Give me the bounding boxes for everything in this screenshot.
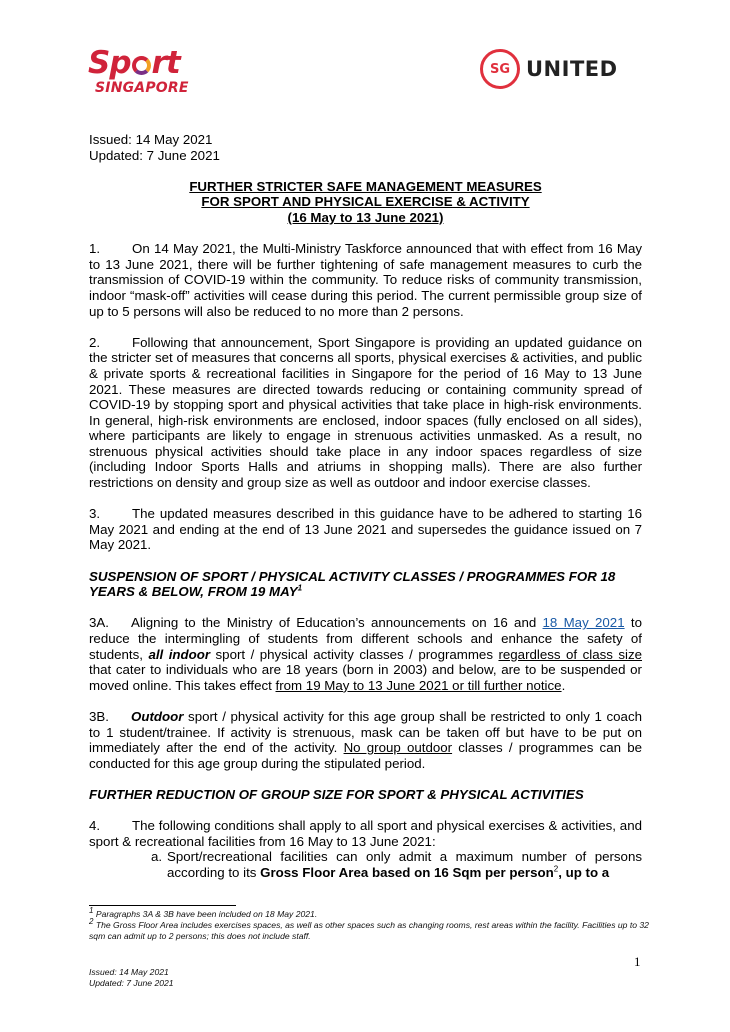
footer-updated: Updated: 7 June 2021 bbox=[89, 978, 174, 988]
document-title-line3: (16 May to 13 June 2021) bbox=[287, 209, 444, 225]
footnote-2 bbox=[89, 917, 649, 942]
document-title-line1: FURTHER STRICTER SAFE MANAGEMENT MEASURES bbox=[189, 178, 542, 194]
document-body bbox=[89, 132, 642, 881]
footnote-ref-2: 2 bbox=[553, 864, 559, 874]
issued-date: Issued: 14 May 2021 bbox=[89, 132, 213, 147]
section-heading-text: SUSPENSION OF SPORT / PHYSICAL ACTIVITY CLASSES / PROGRAMMES FOR 18 YEARS & BELOW, FROM 19 MAY bbox=[89, 568, 616, 600]
footnote-1 bbox=[89, 906, 649, 920]
section-heading-suspension bbox=[89, 569, 642, 600]
page-number: 1 bbox=[634, 954, 641, 969]
paragraph-text: sport / physical activity for this age group shall be restricted to only 1 coach to 1 student/trainee. If activity is strenuous, mask can be taken off but have to be put on immediately after the end of the activity. bbox=[89, 708, 642, 756]
sport-singapore-logo bbox=[88, 46, 200, 102]
emphasis-up-to: , up to a bbox=[558, 864, 610, 880]
paragraph-number: 4. bbox=[89, 818, 101, 834]
paragraph-text: that cater to individuals who are 18 years (born in 2003) and below, are to be suspended or moved online. This takes effect bbox=[89, 662, 642, 693]
list-text-part: Sport/recreational facilities can only admit a maximum number of persons according to its bbox=[167, 849, 642, 880]
paragraph-4 bbox=[89, 818, 642, 849]
paragraph-number: 3. bbox=[89, 506, 101, 522]
paragraph-text: . bbox=[561, 677, 566, 693]
footnote-text: The Gross Floor Area includes exercises spaces, as well as other spaces such as changing rooms, rest areas within the facility. Facilities up to 32 sqm can admit up to 2 persons; this does not include staff. bbox=[89, 920, 649, 941]
paragraph-number: 2. bbox=[89, 334, 101, 350]
list-label: a. bbox=[151, 849, 163, 865]
emphasis-all-indoor: all indoor bbox=[148, 646, 211, 662]
footnote-marker: 2 bbox=[89, 917, 94, 927]
paragraph-3 bbox=[89, 506, 642, 553]
footnote-text: Paragraphs 3A & 3B have been included on 18 May 2021. bbox=[95, 909, 318, 919]
paragraph-text: classes / programmes can be conducted for this age group during the stipulated period. bbox=[89, 740, 642, 771]
section-heading-group-size: FURTHER REDUCTION OF GROUP SIZE FOR SPORT & PHYSICAL ACTIVITIES bbox=[89, 786, 584, 802]
logo-ring-icon bbox=[132, 56, 151, 75]
emphasis-class-size: regardless of class size bbox=[498, 646, 643, 662]
footnote-marker: 1 bbox=[89, 906, 94, 916]
sg-circle-icon bbox=[480, 49, 520, 89]
paragraph-3b bbox=[89, 709, 642, 771]
paragraph-number: 3A. bbox=[89, 615, 109, 631]
footnote-divider bbox=[89, 905, 236, 906]
paragraph-number: 3B. bbox=[89, 708, 109, 724]
footnote-ref-1: 1 bbox=[297, 583, 303, 593]
paragraph-3a bbox=[89, 615, 642, 693]
emphasis-effective-period: from 19 May to 13 June 2021 or till further notice bbox=[275, 677, 562, 693]
moe-announcement-link[interactable]: 18 May 2021 bbox=[542, 615, 625, 631]
document-title-line2: FOR SPORT AND PHYSICAL EXERCISE & ACTIVITY bbox=[201, 194, 530, 210]
paragraph-text: The updated measures described in this guidance have to be adhered to starting 16 May 2021 and ending at the end of 13 June 2021 and supersedes the guidance issued on 7 May 2021. bbox=[89, 506, 642, 553]
sg-mark: SG bbox=[489, 61, 511, 77]
emphasis-outdoor: Outdoor bbox=[131, 708, 184, 724]
page-footer bbox=[89, 967, 174, 989]
paragraph-text: On 14 May 2021, the Multi-Ministry Taskforce announced that with effect from 16 May to 13 June 2021, there will be further tightening of safe management measures to curb the transmission of COVID-19 within the community. To reduce risks of community transmission, indoor “mask-off” activities will cease during this period. The current permissible group size of up to 5 persons will also be reduced to no more than 2 persons. bbox=[89, 241, 642, 319]
paragraph-text: The following conditions shall apply to all sport and physical exercises & activities, and sport & recreational facilities from 16 May to 13 June 2021: bbox=[89, 818, 642, 849]
updated-date: Updated: 7 June 2021 bbox=[89, 147, 220, 163]
sg-united-logo bbox=[480, 49, 618, 89]
paragraph-text: sport / physical activity classes / programmes bbox=[210, 646, 499, 662]
paragraph-text: Following that announcement, Sport Singapore is providing an updated guidance on the stricter set of measures that concerns all sports, physical exercises & activities, and public & private sports & recreational facilities in Singapore for the period of 16 May to 13 June 2021. These measures are directed towards reducing or containing community spread of COVID-19 by stopping sport and physical activities that take place in high-risk environments. In general, high-risk environments are enclosed, indoor spaces (fully enclosed on all sides), where participants are likely to engage in strenuous activities unmasked. As a result, no strenuous physical activities should take place in any indoor spaces regardless of size (including Indoor Sports Halls and atriums in shopping malls). There are also further restrictions on density and group size as well as outdoor and indoor exercise classes. bbox=[89, 334, 642, 491]
paragraph-text: Aligning to the Ministry of Education’s announcements on 16 and bbox=[131, 615, 543, 631]
emphasis-gross-floor-area: Gross Floor Area based on 16 Sqm per person bbox=[260, 864, 554, 880]
united-word: UNITED bbox=[526, 57, 618, 81]
logo-sport-right: rt bbox=[151, 45, 180, 81]
paragraph-2 bbox=[89, 335, 642, 491]
paragraph-number: 1. bbox=[89, 241, 101, 257]
footnotes bbox=[89, 906, 649, 942]
logo-sport-sub: SINGAPORE bbox=[95, 80, 189, 96]
paragraph-1 bbox=[89, 241, 642, 319]
list-text bbox=[167, 849, 642, 880]
footer-issued: Issued: 14 May 2021 bbox=[89, 967, 169, 977]
paragraph-text: to reduce the intermingling of students from different schools and enhance the safety of students, bbox=[89, 615, 642, 662]
emphasis-no-group-outdoor: No group outdoor bbox=[343, 740, 453, 756]
list-item-a bbox=[151, 849, 642, 880]
logo-sport-left: Sp bbox=[88, 45, 131, 81]
